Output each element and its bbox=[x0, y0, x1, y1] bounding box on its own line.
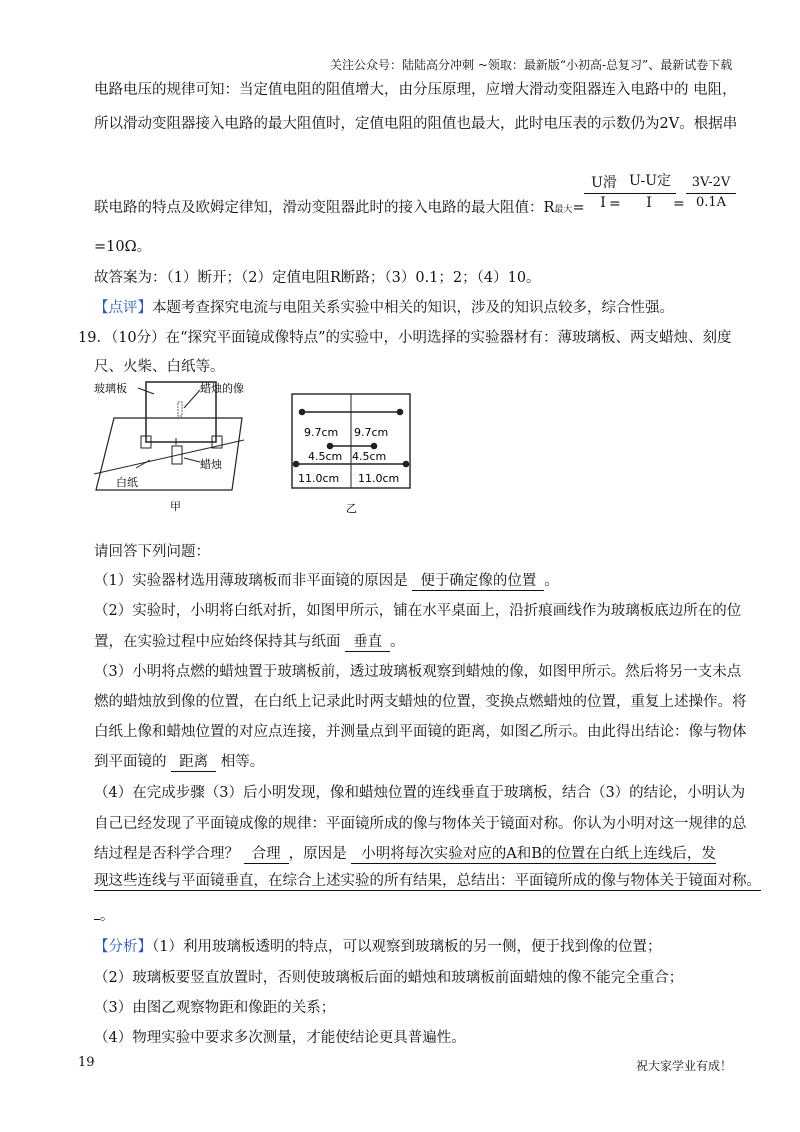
text-line: =10Ω。 bbox=[94, 239, 152, 255]
distance-label: 9.7cm bbox=[304, 426, 339, 439]
fraction-numerator: U-U定 bbox=[628, 173, 672, 189]
answer-blank: 垂直 bbox=[345, 634, 390, 652]
text-line: 燃的蜡烛放到像的位置，在白纸上记录此时两支蜡烛的位置，变换点燃蜡烛的位置，重复上述操作。将 bbox=[94, 694, 747, 710]
answer-blank: 现这些连线与平面镜垂直，在综合上述实验的所有结果，总结出：平面镜所成的像与物体关于镜面对称。 bbox=[94, 873, 761, 889]
text-segment: 。 bbox=[390, 634, 405, 650]
caption-yi: 乙 bbox=[346, 502, 357, 515]
question-line: 19．（10分）在“探究平面镜成像特点”的实验中，小明选择的实验器材有：薄玻璃板、两支蜡烛、刻度 bbox=[78, 330, 732, 346]
page-header: 关注公众号：陆陆高分冲刺 ~领取：最新版“小初高-总复习”、最新试卷下载 bbox=[330, 58, 733, 72]
text-segment: 相等。 bbox=[220, 754, 265, 770]
label-paper: 白纸 bbox=[116, 476, 138, 489]
distance-label: 9.7cm bbox=[354, 426, 389, 439]
analysis-text: （1）利用玻璃板透明的特点，可以观察到玻璃板的另一侧，便于找到像的位置； bbox=[152, 939, 662, 955]
formula-line bbox=[94, 196, 585, 217]
text-line: 故答案为：（1）断开；（2）定值电阻R断路；（3）0.1；2；（4）10。 bbox=[94, 270, 541, 286]
answer-line bbox=[94, 569, 559, 591]
fraction-bar bbox=[584, 193, 622, 194]
label-candle: 蜡烛 bbox=[200, 458, 222, 471]
review-line bbox=[94, 296, 674, 317]
point-a bbox=[327, 443, 332, 448]
answer-line bbox=[94, 842, 716, 864]
answer-blank: 小明将每次实验对应的A和B的位置在白纸上连线后，发 bbox=[351, 846, 716, 864]
fraction-numerator: U滑 bbox=[591, 175, 617, 191]
text-segment: 到平面镜的 bbox=[94, 754, 167, 770]
leader-line bbox=[184, 390, 200, 408]
point-b bbox=[397, 409, 402, 414]
equals-sign: = bbox=[609, 196, 621, 212]
analysis-line bbox=[94, 935, 661, 956]
subscript: 最大 bbox=[554, 205, 573, 215]
review-tag: 【点评】 bbox=[94, 300, 152, 316]
answer-line bbox=[94, 873, 761, 891]
text-segment: 。 bbox=[100, 908, 115, 924]
text-line: 电路电压的规律可知：当定值电阻的阻值增大，由分压原理，应增大滑动变阻器连入电路中的 电阻， bbox=[94, 82, 737, 98]
fraction-bar bbox=[686, 193, 736, 194]
text-line: （4）在完成步骤（3）后小明发现，像和蜡烛位置的连线垂直于玻璃板，结合（3）的结论，小明认为 bbox=[94, 785, 746, 801]
review-text: 本题考查探究电流与电阻关系实验中相关的知识，涉及的知识点较多，综合性强。 bbox=[152, 300, 674, 316]
point-a bbox=[299, 409, 304, 414]
distance-label: 4.5cm bbox=[352, 450, 387, 463]
point-b bbox=[403, 461, 408, 466]
text-segment: 。 bbox=[544, 573, 559, 589]
fraction-bar bbox=[622, 193, 676, 194]
answer-line bbox=[94, 630, 405, 652]
page-number: 19 bbox=[78, 1055, 95, 1070]
distance-label: 4.5cm bbox=[308, 450, 343, 463]
figure-yi bbox=[290, 392, 430, 518]
text-line: （3）由图乙观察物距和像距的关系； bbox=[94, 1000, 336, 1016]
candle-image-icon bbox=[178, 402, 182, 416]
text-segment: 联电路的特点及欧姆定律知，滑动变阻器此时的接入电路的最大阻值：R bbox=[94, 200, 555, 216]
leader-line bbox=[184, 458, 200, 462]
fraction-denominator: 0.1A bbox=[695, 195, 727, 210]
answer-blank: 距离 bbox=[171, 754, 216, 772]
text-segment: ，原因是 bbox=[288, 846, 347, 862]
fraction-numerator: 3V-2V bbox=[691, 175, 731, 190]
caption-jia: 甲 bbox=[170, 500, 181, 513]
distance-label: 11.0cm bbox=[298, 472, 340, 485]
text-line: 自己已经发现了平面镜成像的规律：平面镜所成的像与物体关于镜面对称。你认为小明对这一规律的总 bbox=[94, 816, 747, 832]
text-segment: 置，在实验过程中应始终保持其与纸面 bbox=[94, 634, 341, 650]
text-line: （2）实验时，小明将白纸对折，如图甲所示，铺在水平桌面上，沿折痕画线作为玻璃板底边所在的位 bbox=[94, 603, 742, 619]
answer-blank: 便于确定像的位置 bbox=[412, 573, 544, 591]
text-line: （2）玻璃板要竖直放置时，否则使玻璃板后面的蜡烛和玻璃板前面蜡烛的像不能完全重合； bbox=[94, 970, 684, 986]
text-line: （4）物理实验中要求多次测量，才能使结论更具普遍性。 bbox=[94, 1030, 466, 1046]
text-line: （3）小明将点燃的蜡烛置于玻璃板前，透过玻璃板观察到蜡烛的像，如图甲所示。然后将另一支未点 bbox=[94, 664, 742, 680]
text-segment: 结过程是否科学合理？ bbox=[94, 846, 239, 862]
equals-sign: = bbox=[673, 196, 685, 212]
answer-line bbox=[94, 904, 115, 925]
text-line: 所以滑动变阻器接入电路的最大阻值时，定值电阻的阻值也最大，此时电压表的示数仍为2V。根据串 bbox=[94, 116, 738, 132]
label-image: 蜡烛的像 bbox=[200, 382, 244, 395]
point-a bbox=[293, 461, 298, 466]
figure-jia bbox=[92, 378, 252, 518]
analysis-tag: 【分析】 bbox=[94, 939, 152, 955]
answer-line bbox=[94, 750, 264, 772]
question-line: 尺、火柴、白纸等。 bbox=[94, 359, 225, 375]
answer-blank: 合理 bbox=[244, 846, 289, 864]
fraction-denominator: I bbox=[600, 195, 606, 211]
point-b bbox=[371, 443, 376, 448]
distance-label: 11.0cm bbox=[358, 472, 400, 485]
equals-sign: = bbox=[572, 200, 585, 216]
text-segment: （1）实验器材选用薄玻璃板而非平面镜的原因是 bbox=[94, 573, 408, 589]
fraction-denominator: I bbox=[646, 195, 652, 211]
text-line: 请回答下列问题： bbox=[94, 544, 210, 560]
text-line: 白纸上像和蜡烛位置的对应点连接，并测量点到平面镜的距离，如图乙所示。由此得出结论：像与物体 bbox=[94, 724, 747, 740]
footer-slogan: 祝大家学业有成！ bbox=[636, 1059, 733, 1073]
label-glass: 玻璃板 bbox=[94, 382, 127, 395]
